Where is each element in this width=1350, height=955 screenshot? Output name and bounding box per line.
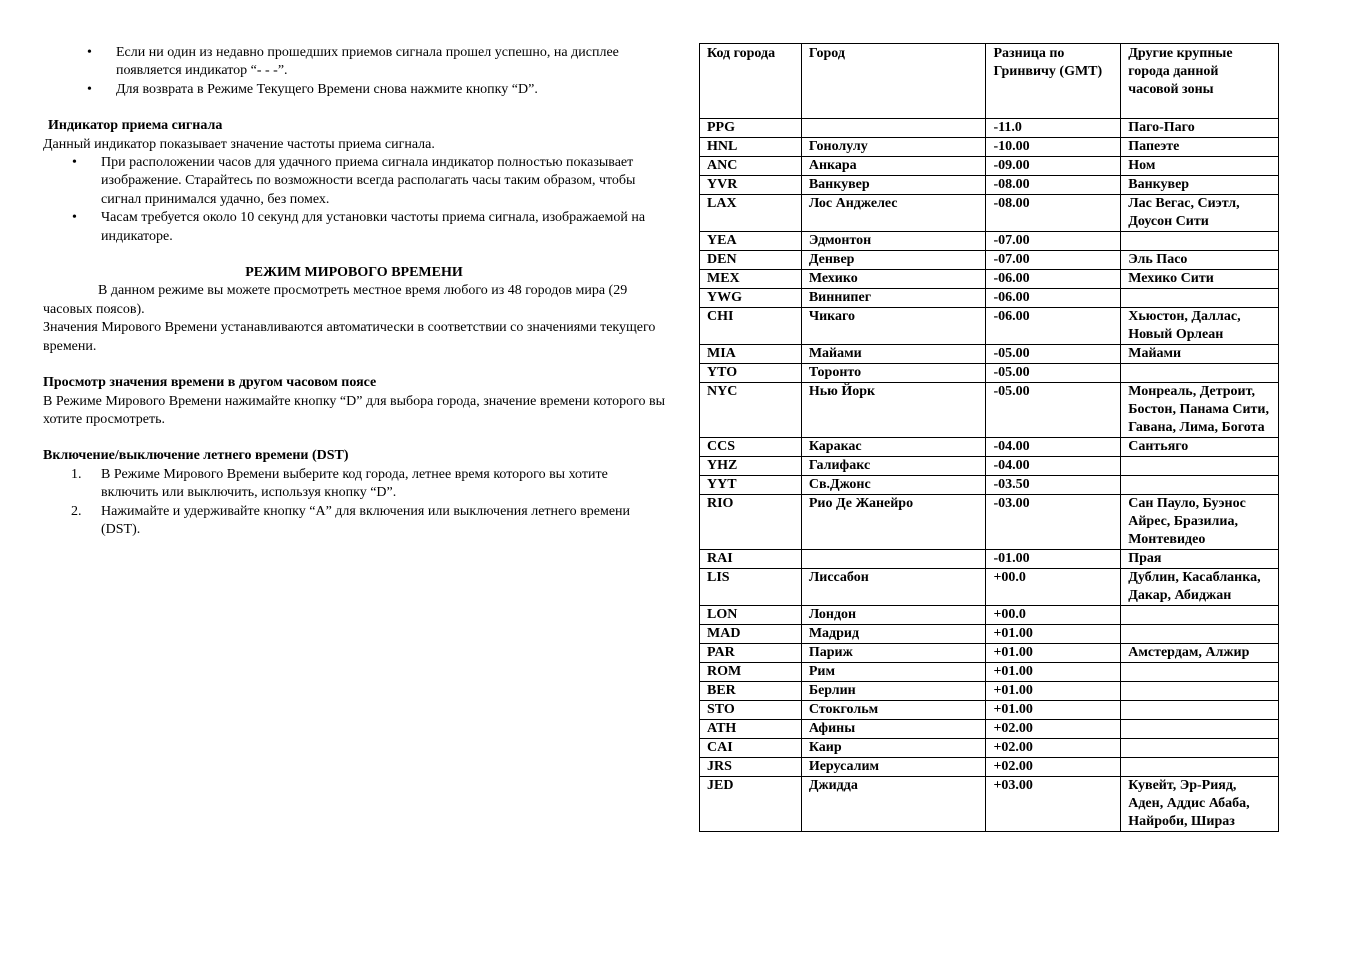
step-text: Нажимайте и удерживайте кнопку “A” для включения или выключения летнего времени (DST). bbox=[101, 503, 631, 537]
table-row bbox=[700, 119, 1279, 138]
cell-gmt: -07.00 bbox=[986, 232, 1121, 251]
cell-city: Мехико bbox=[801, 270, 986, 289]
cell-city: Мадрид bbox=[801, 625, 986, 644]
table-row bbox=[700, 550, 1279, 569]
list-item: • При расположении часов для удачного приема сигнала индикатор полностью показывает изображение. Старайтесь по возможности всегда располагать часы таким образом, чтобы сигнал принимался удачно, без помех. bbox=[101, 154, 665, 209]
table-row bbox=[700, 176, 1279, 195]
cell-other-cities: Прая bbox=[1121, 550, 1279, 569]
header-other-cities: Другие крупные города данной часовой зоны bbox=[1121, 44, 1279, 119]
world-time-heading: РЕЖИМ МИРОВОГО ВРЕМЕНИ bbox=[245, 265, 463, 281]
cell-other-cities: Хьюстон, Даллас, Новый Орлеан bbox=[1121, 308, 1279, 345]
cell-gmt: -09.00 bbox=[986, 157, 1121, 176]
cell-city: Джидда bbox=[801, 777, 986, 832]
table-row bbox=[700, 270, 1279, 289]
cell-gmt: +00.0 bbox=[986, 606, 1121, 625]
table-row bbox=[700, 739, 1279, 758]
cell-code: YEA bbox=[700, 232, 802, 251]
cell-gmt: -07.00 bbox=[986, 251, 1121, 270]
cell-gmt: +02.00 bbox=[986, 758, 1121, 777]
cell-code: JED bbox=[700, 777, 802, 832]
cell-other-cities: Ном bbox=[1121, 157, 1279, 176]
cell-city: Каир bbox=[801, 739, 986, 758]
table-row bbox=[700, 569, 1279, 606]
cell-code: YTO bbox=[700, 364, 802, 383]
table-row bbox=[700, 457, 1279, 476]
header-city: Город bbox=[801, 44, 986, 119]
cell-city: Чикаго bbox=[801, 308, 986, 345]
cell-other-cities: Эль Пасо bbox=[1121, 251, 1279, 270]
cell-code: CAI bbox=[700, 739, 802, 758]
view-time-heading: Просмотр значения времени в другом часовом поясе bbox=[43, 375, 377, 391]
dst-steps-list bbox=[43, 466, 665, 540]
cell-other-cities: Дублин, Касабланка, Дакар, Абиджан bbox=[1121, 569, 1279, 606]
signal-indicator-heading: Индикатор приема сигнала bbox=[48, 118, 223, 134]
cell-gmt: -01.00 bbox=[986, 550, 1121, 569]
cell-gmt: -06.00 bbox=[986, 289, 1121, 308]
cell-city: Лиссабон bbox=[801, 569, 986, 606]
cell-code: NYC bbox=[700, 383, 802, 438]
cell-other-cities bbox=[1121, 739, 1279, 758]
cell-gmt: +01.00 bbox=[986, 682, 1121, 701]
cell-gmt: +01.00 bbox=[986, 625, 1121, 644]
table-row bbox=[700, 383, 1279, 438]
table-row bbox=[700, 138, 1279, 157]
cell-gmt: -08.00 bbox=[986, 195, 1121, 232]
step-text: В Режиме Мирового Времени выберите код города, летнее время которого вы хотите включить или выключить, используя кнопку “D”. bbox=[101, 466, 608, 501]
left-column bbox=[43, 44, 665, 539]
cell-code: YYT bbox=[700, 476, 802, 495]
cell-gmt: +02.00 bbox=[986, 739, 1121, 758]
cell-code: ANC bbox=[700, 157, 802, 176]
table-header-row bbox=[700, 44, 1279, 119]
cell-city: Нью Йорк bbox=[801, 383, 986, 438]
table-row bbox=[700, 364, 1279, 383]
cell-code: YWG bbox=[700, 289, 802, 308]
cell-city: Каракас bbox=[801, 438, 986, 457]
cell-gmt: -05.00 bbox=[986, 345, 1121, 364]
cell-city: Денвер bbox=[801, 251, 986, 270]
cell-city: Эдмонтон bbox=[801, 232, 986, 251]
cell-code: YVR bbox=[700, 176, 802, 195]
cell-city: Афины bbox=[801, 720, 986, 739]
table-row bbox=[700, 308, 1279, 345]
cell-code: PAR bbox=[700, 644, 802, 663]
cell-other-cities: Сантьяго bbox=[1121, 438, 1279, 457]
table-row bbox=[700, 495, 1279, 550]
table-row bbox=[700, 777, 1279, 832]
cell-other-cities: Сан Пауло, Буэнос Айрес, Бразилиа, Монтевидео bbox=[1121, 495, 1279, 550]
cell-gmt: +01.00 bbox=[986, 644, 1121, 663]
cell-gmt: +03.00 bbox=[986, 777, 1121, 832]
cell-code: ATH bbox=[700, 720, 802, 739]
cell-other-cities bbox=[1121, 682, 1279, 701]
cell-gmt: -03.00 bbox=[986, 495, 1121, 550]
table-row bbox=[700, 157, 1279, 176]
dst-heading: Включение/выключение летнего времени (DST) bbox=[43, 448, 349, 464]
cell-code: LIS bbox=[700, 569, 802, 606]
table-row bbox=[700, 251, 1279, 270]
cell-code: MEX bbox=[700, 270, 802, 289]
cell-other-cities: Майами bbox=[1121, 345, 1279, 364]
cell-code: RAI bbox=[700, 550, 802, 569]
cell-other-cities bbox=[1121, 476, 1279, 495]
cell-other-cities: Ванкувер bbox=[1121, 176, 1279, 195]
cell-other-cities bbox=[1121, 364, 1279, 383]
cell-code: CCS bbox=[700, 438, 802, 457]
cell-city: Берлин bbox=[801, 682, 986, 701]
table-row bbox=[700, 476, 1279, 495]
cell-code: PPG bbox=[700, 119, 802, 138]
table-row bbox=[700, 758, 1279, 777]
top-bullet-list bbox=[43, 44, 665, 99]
list-item bbox=[71, 466, 665, 503]
table-row bbox=[700, 682, 1279, 701]
cell-city: Париж bbox=[801, 644, 986, 663]
cell-other-cities: Кувейт, Эр-Рияд, Аден, Аддис Абаба, Найроби, Шираз bbox=[1121, 777, 1279, 832]
cell-other-cities: Лас Вегас, Сиэтл, Доусон Сити bbox=[1121, 195, 1279, 232]
cell-city: Лондон bbox=[801, 606, 986, 625]
cell-code: DEN bbox=[700, 251, 802, 270]
cell-city: Ванкувер bbox=[801, 176, 986, 195]
cell-city bbox=[801, 119, 986, 138]
cell-gmt: -04.00 bbox=[986, 457, 1121, 476]
cell-city: Лос Анджелес bbox=[801, 195, 986, 232]
cell-code: BER bbox=[700, 682, 802, 701]
header-code: Код города bbox=[700, 44, 802, 119]
cell-city: Рио Де Жанейро bbox=[801, 495, 986, 550]
city-code-table bbox=[699, 43, 1279, 832]
table-row bbox=[700, 289, 1279, 308]
cell-gmt: -06.00 bbox=[986, 270, 1121, 289]
cell-city: Торонто bbox=[801, 364, 986, 383]
cell-code: HNL bbox=[700, 138, 802, 157]
cell-city: Стокгольм bbox=[801, 701, 986, 720]
cell-code: RIO bbox=[700, 495, 802, 550]
table-row bbox=[700, 606, 1279, 625]
cell-code: ROM bbox=[700, 663, 802, 682]
signal-indicator-intro: Данный индикатор показывает значение частоты приема сигнала. bbox=[43, 136, 435, 152]
cell-other-cities: Мехико Сити bbox=[1121, 270, 1279, 289]
list-item: • Часам требуется около 10 секунд для установки частоты приема сигнала, изображаемой на индикаторе. bbox=[101, 209, 665, 246]
list-item: • Для возврата в Режиме Текущего Времени снова нажмите кнопку “D”. bbox=[116, 81, 665, 99]
cell-other-cities bbox=[1121, 606, 1279, 625]
cell-other-cities: Паго-Паго bbox=[1121, 119, 1279, 138]
cell-other-cities bbox=[1121, 457, 1279, 476]
cell-code: YHZ bbox=[700, 457, 802, 476]
cell-code: LON bbox=[700, 606, 802, 625]
table-row bbox=[700, 625, 1279, 644]
step-number: 2. bbox=[71, 503, 82, 519]
world-time-paragraph-1: В данном режиме вы можете просмотреть местное время любого из 48 городов мира (29 часовых поясов). bbox=[43, 283, 628, 317]
cell-gmt: -03.50 bbox=[986, 476, 1121, 495]
table-row bbox=[700, 644, 1279, 663]
table-body bbox=[700, 119, 1279, 832]
cell-gmt: +01.00 bbox=[986, 701, 1121, 720]
cell-other-cities: Амстердам, Алжир bbox=[1121, 644, 1279, 663]
table-row bbox=[700, 345, 1279, 364]
cell-gmt: -11.0 bbox=[986, 119, 1121, 138]
signal-bullet-list bbox=[43, 154, 665, 246]
cell-gmt: +01.00 bbox=[986, 663, 1121, 682]
table-row bbox=[700, 663, 1279, 682]
cell-gmt: -04.00 bbox=[986, 438, 1121, 457]
cell-code: CHI bbox=[700, 308, 802, 345]
cell-city: Гонолулу bbox=[801, 138, 986, 157]
cell-city: Анкара bbox=[801, 157, 986, 176]
cell-gmt: +00.0 bbox=[986, 569, 1121, 606]
view-time-text: В Режиме Мирового Времени нажимайте кнопку “D” для выбора города, значение времени которого вы хотите просмотреть. bbox=[43, 393, 665, 427]
cell-code: JRS bbox=[700, 758, 802, 777]
cell-city: Виннипег bbox=[801, 289, 986, 308]
cell-other-cities bbox=[1121, 720, 1279, 739]
table-row bbox=[700, 438, 1279, 457]
cell-city bbox=[801, 550, 986, 569]
table-row bbox=[700, 720, 1279, 739]
cell-other-cities bbox=[1121, 663, 1279, 682]
cell-other-cities bbox=[1121, 625, 1279, 644]
table-row bbox=[700, 232, 1279, 251]
cell-gmt: -05.00 bbox=[986, 364, 1121, 383]
cell-gmt: +02.00 bbox=[986, 720, 1121, 739]
cell-code: LAX bbox=[700, 195, 802, 232]
list-item: • Если ни один из недавно прошедших приемов сигнала прошел успешно, на дисплее появляется индикатор “- - -”. bbox=[116, 44, 665, 81]
cell-gmt: -05.00 bbox=[986, 383, 1121, 438]
cell-city: Рим bbox=[801, 663, 986, 682]
header-gmt: Разница по Гринвичу (GMT) bbox=[986, 44, 1121, 119]
cell-other-cities bbox=[1121, 701, 1279, 720]
cell-other-cities bbox=[1121, 232, 1279, 251]
cell-gmt: -10.00 bbox=[986, 138, 1121, 157]
cell-code: MAD bbox=[700, 625, 802, 644]
cell-other-cities: Папеэте bbox=[1121, 138, 1279, 157]
list-item bbox=[71, 503, 665, 540]
cell-gmt: -08.00 bbox=[986, 176, 1121, 195]
cell-other-cities: Монреаль, Детроит, Бостон, Панама Сити, Гавана, Лима, Богота bbox=[1121, 383, 1279, 438]
table-row bbox=[700, 195, 1279, 232]
cell-other-cities bbox=[1121, 289, 1279, 308]
cell-code: STO bbox=[700, 701, 802, 720]
cell-city: Галифакс bbox=[801, 457, 986, 476]
cell-city: Иерусалим bbox=[801, 758, 986, 777]
cell-city: Св.Джонс bbox=[801, 476, 986, 495]
cell-city: Майами bbox=[801, 345, 986, 364]
cell-code: MIA bbox=[700, 345, 802, 364]
world-time-paragraph-2: Значения Мирового Времени устанавливаются автоматически в соответствии со значениями текущего времени. bbox=[43, 320, 656, 354]
step-number: 1. bbox=[71, 466, 82, 482]
table-row bbox=[700, 701, 1279, 720]
cell-gmt: -06.00 bbox=[986, 308, 1121, 345]
cell-other-cities bbox=[1121, 758, 1279, 777]
